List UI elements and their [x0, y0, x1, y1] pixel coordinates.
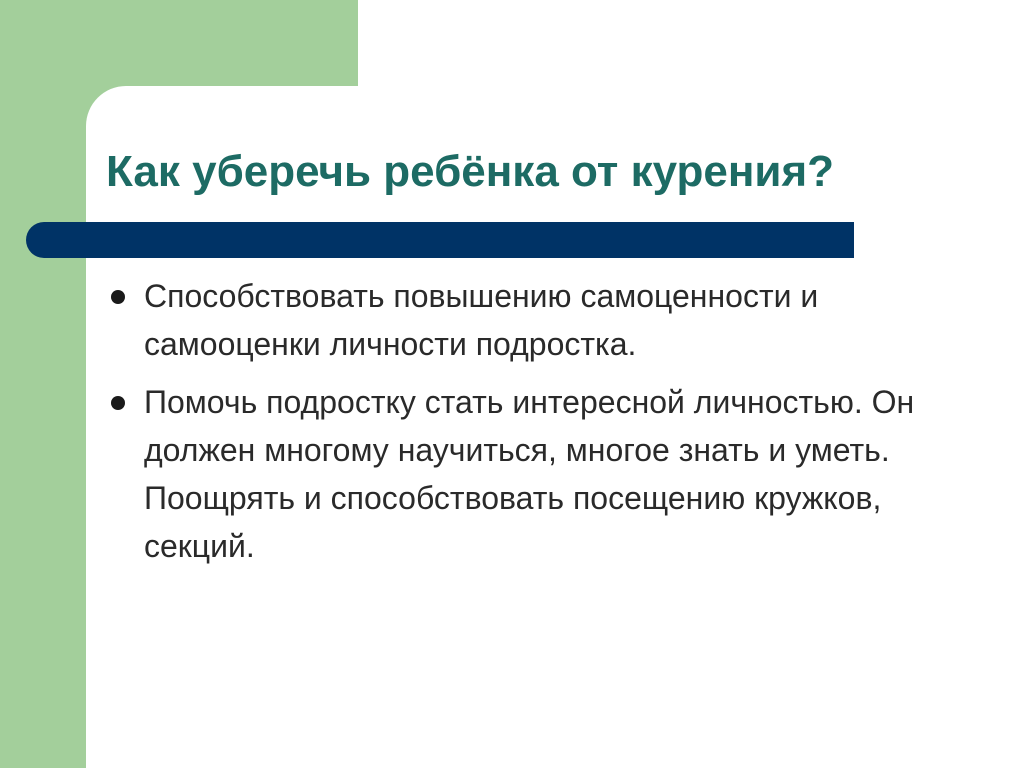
- bullet-dot-icon: [111, 290, 125, 304]
- bullet-item: [106, 378, 986, 570]
- bullet-dot-icon: [111, 396, 125, 410]
- title-underline-bar: [26, 222, 854, 258]
- bullet-list: [106, 272, 986, 580]
- bullet-text: Способствовать повышению самоценности и самооценки личности подростка.: [144, 278, 819, 362]
- bullet-text: Помочь подростку стать интересной личностью. Он должен многому научиться, многое знать и уметь. Поощрять и способствовать посещению кружков, секций.: [144, 384, 915, 564]
- white-top-area: [358, 0, 1024, 90]
- slide-title: Как уберечь ребёнка от курения?: [106, 147, 834, 196]
- bullet-item: [106, 272, 986, 368]
